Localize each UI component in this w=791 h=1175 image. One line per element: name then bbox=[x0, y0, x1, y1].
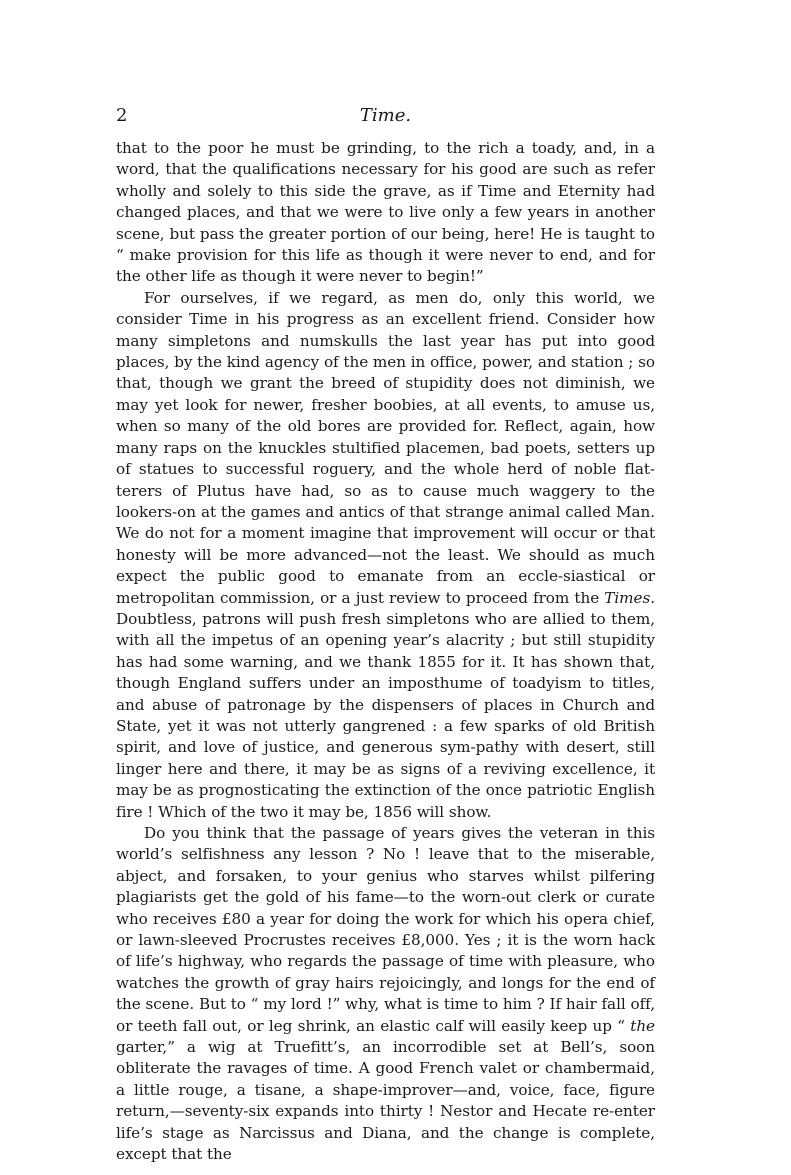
running-head bbox=[116, 104, 655, 138]
paragraph-3 bbox=[116, 823, 655, 1166]
italic-newspaper-title: Times. bbox=[604, 588, 655, 607]
paragraph-text: For ourselves, if we regard, as men do, only this world, we consider Time in his progress as an excellent friend. Consider how many simpletons and numskulls the last year has put into good places, by the kind agency of the men in office, power, and station ; so that, though we grant the breed of stupidity does not diminish, we may yet look for newer, fresher boobies, at all events, to amuse us, when so many of the old bores are provided for. Reflect, again, how many raps on the knuckles stultified placemen, bad poets, setters up of statues to successful roguery, and the whole herd of noble flat-terers of Plutus have had, so as to cause much waggery to the lookers-on at the games and antics of that strange animal called Man. We do not for a moment imagine that improvement will occur or that honesty will be more advanced—not the least. We should as much expect the public good to emanate from an eccle-siastical or metropolitan commission, or a just review to proceed from the bbox=[116, 288, 655, 607]
page-body bbox=[116, 138, 655, 1166]
paragraph-text: that to the poor he must be grinding, to the rich a toady, and, in a word, that the qualifications necessary for his good are such as refer wholly and solely to this side the grave, as if Time and Eternity had changed places, and that we were to live only a few years in another scene, but pass the greater portion of our being, here! He is taught to “ make provision for this life as though it were never to end, and for the other life as though it were never to begin!” bbox=[116, 139, 655, 286]
page-number: 2 bbox=[116, 105, 128, 126]
paragraph-text: Do you think that the passage of years gives the veteran in this world’s selfishness any lesson ? No ! leave that to the miserable, abject, and forsaken, to your genius who starves whilst pilfering plagiarists get the gold of his fame—to the worn-out clerk or curate who receives £80 a year for doing the work for which his opera chief, or lawn-sleeved Procrustes receives £8,000. Yes ; it is the worn hack of life’s highway, who regards the passage of time with pleasure, who watches the growth of gray hairs rejoicingly, and longs for the end of the scene. But to “ my lord !” why, what is time to him ? If hair fall off, or teeth fall out, or leg shrink, an elastic calf will easily keep up “ bbox=[116, 824, 655, 1035]
paragraph-2 bbox=[116, 288, 655, 823]
running-title: Time. bbox=[359, 105, 412, 126]
paragraph-text: Doubtless, patrons will push fresh simpletons who are allied to them, with all the impetus of an opening year’s alacrity ; but still stupidity has had some warning, and we thank 1855 for it. It has shown that, though England suffers under an imposthume of toadyism to titles, and abuse of patronage by the dispensers of places in Church and State, yet it was not utterly gangrened : a few sparks of old British spirit, and love of justice, and generous sym-pathy with desert, still linger here and there, it may be as signs of a reviving excellence, it may be as prognosticating the extinction of the once patriotic English fire ! Which of the two it may be, 1856 will show. bbox=[116, 609, 655, 821]
paragraph-1 bbox=[116, 138, 655, 288]
paragraph-text: garter,” a wig at Truefitt’s, an incorrodible set at Bell’s, soon obliterate the ravages of time. A good French valet or chambermaid, a little rouge, a tisane, a shape-improver—and, voice, face, figure return,—seventy-six expands into thirty ! Nestor and Hecate re-enter life’s stage as Narcissus and Diana, and the change is complete, except that the bbox=[116, 1038, 655, 1164]
italic-word: the bbox=[630, 1016, 655, 1035]
